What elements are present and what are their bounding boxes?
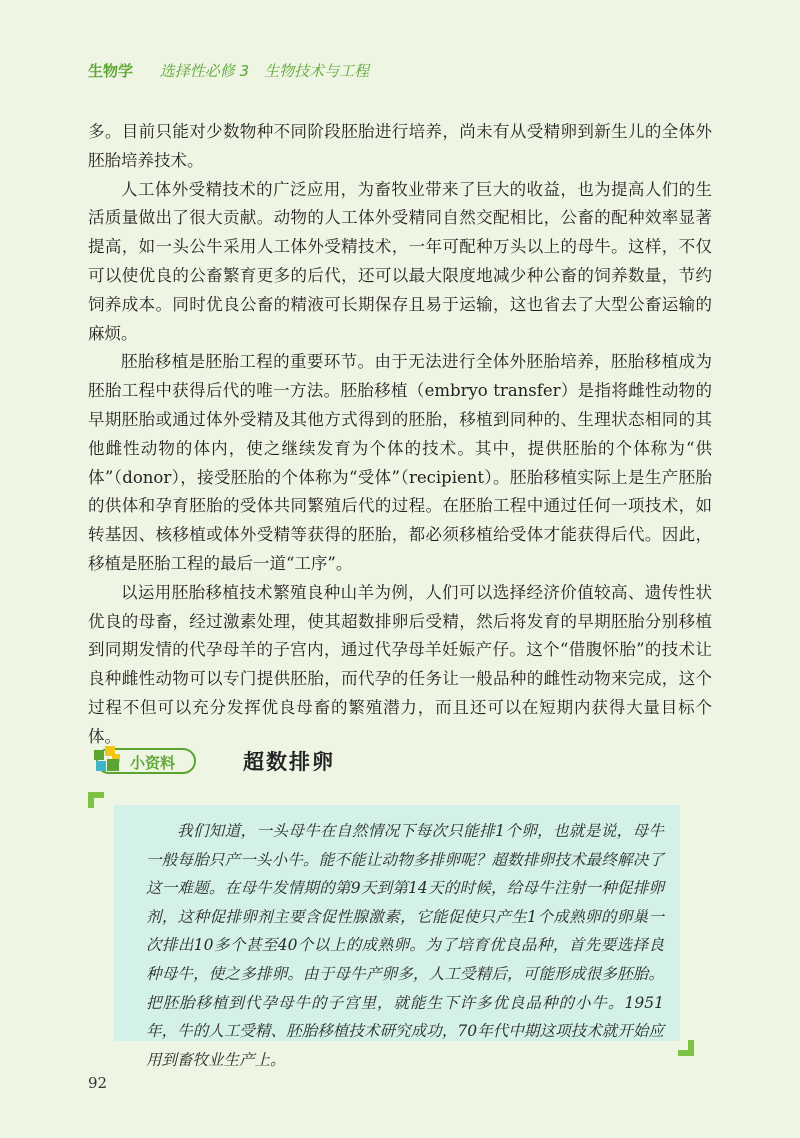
info-box-paragraph: 我们知道，一头母牛在自然情况下每次只能排1个卵，也就是说，母牛一般每胎只产一头小牛。能不能让动物多排卵呢？超数排卵技术最终解决了这一难题。在母牛发情期的第9天到第14天的时候，给母牛注射一种促排卵剂，这种促排卵剂主要含促性腺激素，它能促使只产生1个成熟卵的卵巢一次排出10多个甚至40个以上的成熟卵。为了培育优良品种，首先要选择良种母牛，使之多排卵。由于母牛产卵多，人工受精后，可能形成很多胚胎。把胚胎移植到代孕母牛的子宫里，就能生下许多优良品种的小牛。1951年，牛的人工受精、胚胎移植技术研究成功，70年代中期这项技术就开始应用到畜牧业生产上。 — [146, 822, 664, 1069]
paragraph: 胚胎移植是胚胎工程的重要环节。由于无法进行全体外胚胎培养，胚胎移植成为胚胎工程中获得后代的唯一方法。胚胎移植（embryo transfer）是指将雌性动物的早期胚胎或通过体外受精及其他方式得到的胚胎，移植到同种的、生理状态相同的其他雌性动物的体内，使之继续发育为个体的技术。其中，提供胚胎的个体称为“供体”（donor），接受胚胎的个体称为“受体”（recipient）。胚胎移植实际上是生产胚胎的供体和孕育胚胎的受体共同繁殖后代的过程。在胚胎工程中通过任何一项技术，如转基因、核移植或体外受精等获得的胚胎，都必须移植给受体才能获得后代。因此，移植是胚胎工程的最后一道“工序”。 — [88, 352, 712, 573]
corner-bracket-bottom-right — [678, 1040, 694, 1056]
corner-bracket-top-left — [88, 792, 104, 808]
paragraph: 以运用胚胎移植技术繁殖良种山羊为例，人们可以选择经济价值较高、遗传性状优良的母畜，经过激素处理，使其超数排卵后受精，然后将发育的早期胚胎分别移植到同期发情的代孕母羊的子宫内，通过代孕母羊妊娠产仔。这个“借腹怀胎”的技术让良种雌性动物可以专门提供胚胎，而代孕的任务让一般品种的雌性动物来完成，这个过程不但可以充分发挥优良母畜的繁殖潜力，而且还可以在短期内获得大量目标个体。 — [88, 582, 712, 746]
header-book-title: 选择性必修 3 生物技术与工程 — [159, 62, 370, 80]
info-tag-label: 小资料 — [130, 754, 176, 772]
header-subject: 生物学 — [88, 62, 134, 80]
paragraph: 多。目前只能对少数物种不同阶段胚胎进行培养，尚未有从受精卵到新生儿的全体外胚胎培养技术。 — [88, 122, 712, 170]
info-box-text — [146, 817, 664, 1074]
paragraph: 人工体外受精技术的广泛应用，为畜牧业带来了巨大的收益，也为提高人们的生活质量做出了很大贡献。动物的人工体外受精同自然交配相比，公畜的配种效率显著提高，如一头公牛采用人工体外受精技术，一年可配种万头以上的母牛。这样，不仅可以使优良的公畜繁育更多的后代，还可以最大限度地减少种公畜的饲养数量，节约饲养成本。同时优良公畜的精液可长期保存且易于运输，这也省去了大型公畜运输的麻烦。 — [88, 179, 712, 343]
running-header — [88, 60, 369, 81]
main-text — [88, 118, 712, 752]
info-tag — [88, 744, 200, 776]
info-box-title: 超数排卵 — [243, 749, 335, 774]
page-number: 92 — [88, 1074, 108, 1092]
puzzle-blocks-icon — [90, 744, 130, 776]
